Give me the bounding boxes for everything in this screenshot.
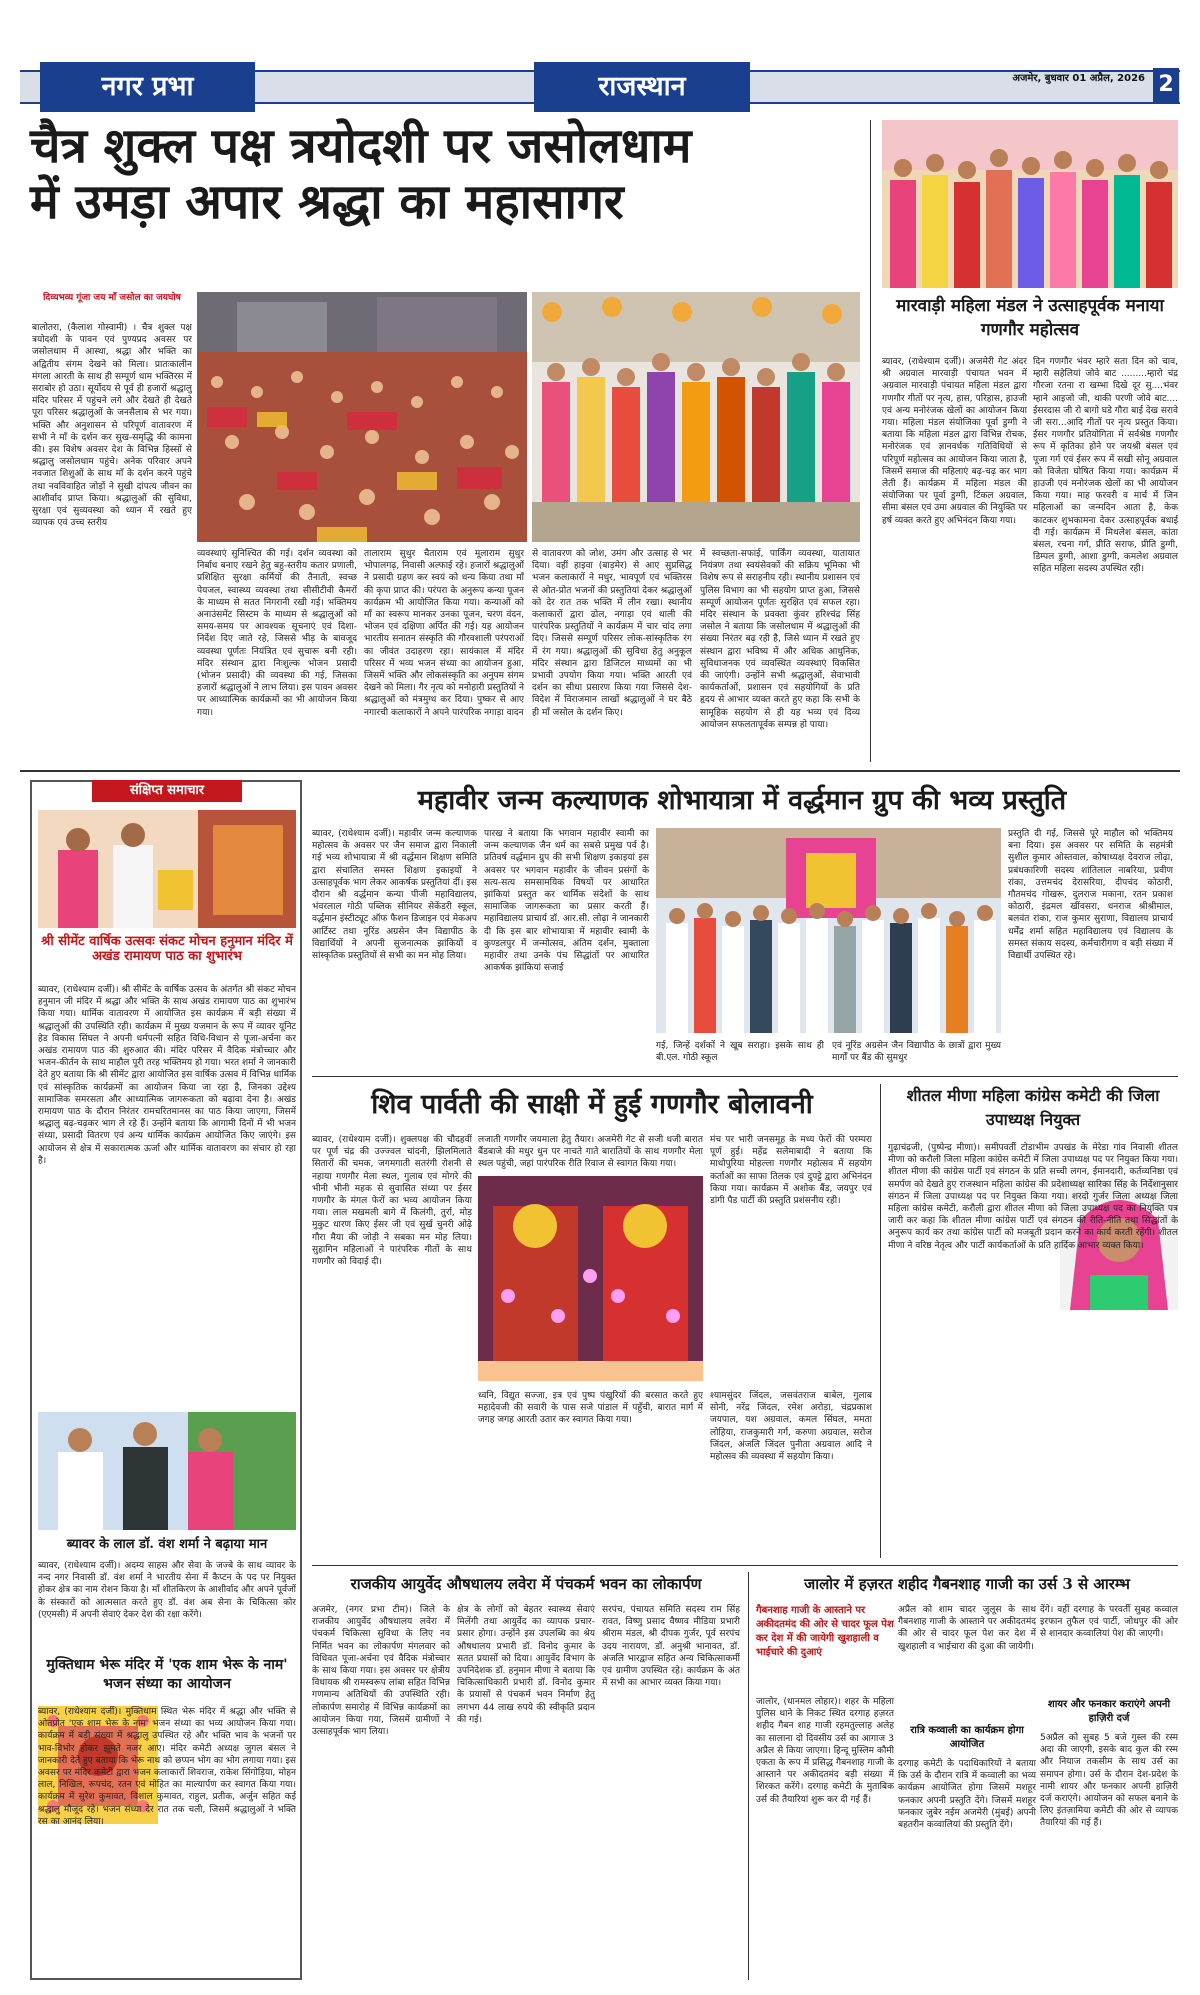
lead-col1: बालोतरा, (कैलाश गोस्वामी) । चैत्र शुक्ल पक्ष त्रयोदशी के पावन एवं पुण्यप्रद अवसर पर जसोलधाम में आस्था, श्रद्धा और भक्ति का अद्वितीय संगम देखने को मिला। प्रातःकालीन मंगला आरती के साथ ही सम्पूर्ण धाम भक्तिरस में सराबोर हो उठा। सूर्योदय से पूर्व ही हजारों श्रद्धालु मंदिर परिसर में पहुंचने लगे और देखते ही देखते पूरा परिसर श्रद्धालुओं के जनसैलाब से भर गया। भक्ति और अनुशासन से परिपूर्ण वातावरण में सभी ने माँ के दर्शन कर सुख-समृद्धि की कामना की। इस विशेष अवसर देश के विभिन्न हिस्सों से श्रद्धालु जसोलधाम पहुंचे। अनेक परिवार अपने नवजात शिशुओं के साथ माँ के दर्शन करने पहुंचे तथा नवविवाहित जोड़ों ने सुखी दांपत्य जीवन का आशीर्वाद प्राप्त किया। श्रद्धालुओं की सुविधा, सुरक्षा एवं सुव्यवस्था को ध्यान में रखते हुए व्यापक एवं उच्च स्तरीय <box>32 323 192 529</box>
shiv-col3: मंच पर भारी जनसमूह के मध्य फेरों की परम्परा पूर्ण हुई। महेंद्र सलेमाबादी ने बताया कि माधोपुरिया मोहल्ला गणगौर महोत्सव में सहयोग कर्ताओं का साफा तिलक एवं दुपट्टे द्वारा अभिनंदन किया गया। कार्यक्रम में अशोक बैंड, जयपुर एवं डांगी पैड पार्टी की प्रस्तुति प्रशंसनीय रही। <box>710 1135 872 1207</box>
shiv-col1: ब्यावर, (राधेश्याम दर्जी)। शुक्लपक्ष की चौदहवीं पर पूर्ण चंद्र की उज्ज्वल चांदनी, झिलमिलाते सितारों की चमक, जगमगाती सतरंगी रोशनी से नहाया गणगौर मेला स्थल, गुलाब एवं मोगरे की भीनी भीनी महक से सुवासित संध्या पर ईसर गणगौर के मंगल फेरों का भव्य आयोजन किया गया। लाल मखमली बागे में किलंगी, तुर्रा, मोड़ मुकुट धारण किए ईसर जी एवं सुर्ख चुनरी ओढ़े गौरा मैया की जोड़ी ने सबका मन मोह लिया। सुहागिन महिलाओं ने पारंपरिक गीतों के साथ गणगौर को विदाई दी। <box>312 1135 472 1268</box>
dateline: अजमेर, बुधवार 01 अप्रैल, 2026 <box>1012 73 1145 84</box>
shiv-col5: श्यामसुंदर जिंदल, जसवंतराज बाबेल, गुलाब सोनी, नरेंद्र जिंदल, रमेश अरोड़ा, चंद्रप्रकाश जयपाल, यश अग्रवाल, कमल सिंघल, ममता लोहिया, राजकुमारी गर्ग, करुणा अग्रवाल, सरोज जिंदल, अंजलि जिंदल पुनीता अग्रवाल आदि ने महोत्सव की व्यवस्था में सहयोग किया। <box>710 1391 872 1463</box>
mahavir-col1: ब्यावर, (राधेश्याम दर्जी)। महावीर जन्म कल्याणक महोत्सव के अवसर पर जैन समाज द्वारा निकाली गई भव्य शोभायात्रा में श्री वर्द्धमान शिक्षण समिति द्वारा संचालित समस्त शिक्षण इकाइयों ने उत्साहपूर्वक भाग लेकर आकर्षक प्रस्तुतियां दीं। इस दौरान श्री वर्द्धमान कन्या पीजी महाविद्यालय, भंवरलाल गोठी पब्लिक सीनियर सेकेंडरी स्कूल, वर्द्धमान इंस्टीट्यूट ऑफ फैशन डिजाइन एवं मेकअप आर्टिस्ट तथा नूरिंड अग्रसेन जैन विद्यापीठ के विद्यार्थियों ने अपनी सुजनात्मक झांकियों व सांस्कृतिक प्रस्तुतियों से सभी का मन मोह लिया। <box>312 829 477 962</box>
briefs-box <box>30 780 302 1980</box>
ayurved-headline: राजकीय आयुर्वेद औषधालय लवेरा में पंचकर्म भवन का लोकार्पण <box>350 1575 702 1593</box>
gangaur-headline: मारवाड़ी महिला मंडल ने उत्साहपूर्वक मनाया गणगौर महोत्सव <box>896 296 1164 340</box>
sheetal-body: गुढ़ाचंद्रजी, (पुष्पेन्द्र मीणा)। समीपवर्ती टोडाभीम उपखंड के मेरेडा गांव निवासी शीतल मीणा को करौली जिला महिला कांग्रेस कमेटी में जिला उपाध्यक्ष पद पर नियुक्त किया गया। शीतल मीणा की कांग्रेस पार्टी एवं संगठन के प्रति सच्ची लगन, ईमानदारी, कर्तव्यनिष्ठा एवं समर्पण को देखते हुए राजस्थान महिला कांग्रेस की प्रदेशाध्यक्ष सारिका सिंह के निर्देशानुसार संगठन में जिला उपाध्यक्ष पद पर नियुक्त किया गया। शरदो गुर्जर जिला अध्यक्ष जिला महिला कांग्रेस कमेटी, करौली द्वारा शीतल मीणा को जिला उपाध्यक्ष पद का नियुक्ति पत्र जारी कर कहा कि शीतल मीणा कांग्रेस पार्टी एवं संगठन की रीति-नीति तथा सिद्धांतों के अनुरूप कार्य कर तथा कांग्रेस पार्टी को मजबूती प्रदान करने का कार्य करती रहेंगी। शीतल मीणा ने वरिष्ठ नेतृत्व और पार्टी कार्यकर्ताओं के प्रति हार्दिक आभार व्यक्त किया। <box>888 1143 1178 1251</box>
sankat-photo <box>38 810 296 928</box>
urs-col3b: 5अप्रैल को सुबह 5 बजे गुस्ल की रस्म अदा की जाएगी, इसके बाद कुल की रस्म और नियाज तकसीम के साथ उर्स का समापन होगा। उर्स के दौरान देश-प्रदेश के नामी शायर और फनकार अपनी हाज़िरी दर्ज कराएंगे। आयोजन को सफल बनाने के लिए इंतज़ामिया कमेटी की ओर से व्यापक तैयारियां की गई हैं। <box>1040 1733 1178 1829</box>
mahavir-photo <box>656 828 1001 1033</box>
lead-col5: में स्वच्छता-सफाई, पार्किंग व्यवस्था, यातायात नियंत्रण तथा स्वयंसेवकों की सक्रिय भूमिका भी विशेष रूप से सराहनीय रही। स्थानीय प्रशासन एवं पुलिस विभाग का भी सहयोग प्राप्त हुआ, जिससे सम्पूर्ण आयोजन पूर्णतः सुरक्षित एवं सफल रहा। मंदिर संस्थान के प्रवक्ता कुंवर हरिश्चंद्र सिंह जसोल ने बताया कि जसोलधाम में श्रद्धालुओं की संख्या निरंतर बढ़ रही है, जिसे ध्यान में रखते हुए संस्थान द्वारा भविष्य में और अधिक आधुनिक, सुविधाजनक एवं व्यवस्थित व्यवस्थाएं विकसित की जाएंगी। उन्होंने सभी श्रद्धालुओं, सेवाभावी कार्यकर्ताओं, प्रशासन एवं सहयोगियों के प्रति हृदय से आभार व्यक्त करते हुए कहा कि सभी के सामूहिक सहयोग से ही यह भव्य एवं दिव्य आयोजन सफलतापूर्वक सम्पन्न हो पाया। <box>700 549 860 730</box>
urs-col3: देंगे। वहीं दरगाह के परवर्ती सुबह कव्वाल इरफान तुफैल एवं पार्टी, जोधपुर की ओर से शानदार कव्वालियां पेश की जाएगी। <box>1040 1605 1178 1640</box>
urs-sub-heading: रात्रि कव्वाली का कार्यक्रम होगा आयोजित <box>910 1725 1024 1750</box>
gangaur-photo <box>882 120 1178 288</box>
sankat-body: ब्यावर, (राधेश्याम दर्जी)। श्री सीमेंट के वार्षिक उत्सव के अंतर्गत श्री संकट मोचन हनुमान जी मंदिर में श्रद्धा और भक्ति के साथ अखंड रामायण पाठ का शुभारंभ किया गया। धार्मिक वातावरण में आयोजित इस कार्यक्रम में बड़ी संख्या में श्रद्धालुओं की उपस्थिति रही। कार्यक्रम में मुख्य यजमान के रूप में व्यावर यूनिट हेड विकास सिंघल ने अपनी धर्मपत्नी सहित विधि-विधान से पूजा-अर्चना कर अखंड रामायण पाठ की शुरुआत की। मंदिर परिसर में वैदिक मंत्रोच्चार और भजन-कीर्तन के साथ माहौल पूरी तरह भक्तिमय हो गया। भरत शर्मा ने जानकारी देते हुए बताया कि श्री सीमेंट द्वारा आयोजित इस वार्षिक उत्सव में विभिन्न धार्मिक एवं सांस्कृतिक कार्यक्रमों का आयोजन किया जा रहा है, जिनका उद्देश्य सामाजिक समरसता और आध्यात्मिक जागरूकता को बढ़ावा देना है। अखंड रामायण पाठ के दौरान निरंतर रामचरितमानस का पाठ किया जाएगा, जिसमें श्रद्धालु बढ़-चढ़कर भाग ले रहे हैं। उन्होंने बताया कि आगामी दिनों में भी भजन संध्या, प्रसादी वितरण एवं अन्य धार्मिक कार्यक्रम आयोजित किए जाएंगे। इस आयोजन से क्षेत्र में सकारात्मक ऊर्जा और धार्मिक वातावरण का संचार हो रहा है। <box>38 985 296 1166</box>
shiv-headline: शिव पार्वती की साक्षी में हुई गणगौर बोलावनी <box>371 1089 813 1120</box>
lead-col4: से वातावरण को जोश, उमंग और उत्साह से भर दिया। वहीं हाइवा (बाड़मेर) से आए सुप्रसिद्ध भजन कलाकारों ने मधुर, भावपूर्ण एवं भक्तिरस से ओत-प्रोत भजनों की प्रस्तुतियां देकर श्रद्धालुओं को देर रात तक भक्ति में लीन रखा। स्थानीय कलाकारों द्वारा ढोल, नगाड़ा एवं थाली की पारंपरिक प्रस्तुतियों ने कार्यक्रम में चार चांद लगा दिए। जिससे सम्पूर्ण परिसर लोक-सांस्कृतिक रंग में रंग गया। श्रद्धालुओं की सुविधा हेतु अनुकूल मंदिर संस्थान द्वारा डिजिटल माध्यमों का भी प्रभावी उपयोग किया गया। भक्ति आरती एवं दर्शन का सीधा प्रसारण किया गया जिससे देश-विदेश में विराजमान लाखों श्रद्धालुओं ने घर बैठे ही माँ जसोल के दर्शन किए। <box>532 549 692 718</box>
mahavir-divider <box>312 1076 1178 1077</box>
mahavir-caption-right: एवं नूरिंड अग्रसेन जैन विद्यापीठ के छात्रों द्वारा मुख्य मार्गों पर बैंड की सुमधुर <box>832 1041 1001 1064</box>
vansh-photo <box>38 1412 296 1530</box>
column-divider <box>870 120 871 762</box>
bhajan-headline: मुक्तिधाम भेरू मंदिर में 'एक शाम भेरू के नाम' भजन संध्या का आयोजन <box>46 1657 288 1692</box>
urs-col1: जालोर, (धानमल लोहार)। शहर के महिला पुलिस थाने के निकट स्थित दरगाह हज़रत शहीद गैबन शाह गाजी रहमतुल्लाह अलेह का सालाना दो दिवसीय उर्स का आगाज 3 अप्रैल से किया जाएगा। हिन्दू मुस्लिम कौमी एकता के रूप में प्रसिद्ध गैबनशाह गाजी के आस्ताने पर अकीदतमंद बड़ी संख्या में शिरकत करेंगे। दरगाह कमेटी के मुताबिक उर्स की तैयारियां शुरू कर दी गई हैं। <box>756 1697 894 1805</box>
isar-gangaur-photo-image <box>478 1176 703 1381</box>
briefs-tag: संक्षिप्त समाचार <box>92 780 242 802</box>
group-photo-image <box>532 292 860 542</box>
sankat-headline: श्री सीमेंट वार्षिक उत्सवः संकट मोचन हनुमान मंदिर में अखंड रामायण पाठ का शुभारंभ <box>41 934 293 964</box>
gangaur-col1: ब्यावर, (राधेश्याम दर्जी)। अजमेरी गेट अंदर श्री अग्रवाल मारवाड़ी पंचायत भवन में अग्रवाल मारवाड़ी पंचायत महिला मंडल द्वारा गणगौर गीतों पर नृत्य, हास, परिहास, हाउजी एवं अन्य मनोरंजक खेलों का आयोजन किया गया। महिला मंडल संयोजिका पूर्वा डुग्गी ने बताया कि महिला मंडल द्वारा विभिन्न रोचक, मनोरंजक एवं ज्ञानवर्धक गतिविधियों से परिपूर्ण महोत्सव का आयोजन किया जाता है, जिसमें समाज की महिलाएं बढ़-चढ़ कर भाग लेती हैं। कार्यक्रम में महिला मंडल की संयोजिका पर पूर्वा डुग्गी, टिंकल अग्रवाल, सीमा बंसल एवं उमा अग्रवाल की नियुक्ति पर हर्ष व्यक्त करते हुए अभिनंदन किया गया। <box>882 357 1027 526</box>
shiv-photo <box>478 1176 703 1381</box>
urs-col2b: दरगाह कमेटी के पदाधिकारियों ने बताया कि उर्स के दौरान रात्रि में कव्वाली का भव्य कार्यक्रम आयोजित होगा जिसमें मशहूर फनकार अपनी प्रस्तुति देंगे। जिसमें मशहूर फनकार जुबेर नईम अजमेरी (मुंबई) अपनी बहतरीन कव्वालियां की प्रस्तुति देंगे। <box>898 1759 1036 1831</box>
ayurved-col1: अजमेर, (नगर प्रभा टीम)। जिले के राजकीय आयुर्वेद औषधालय लवेरा में पंचकर्म चिकित्सा सुविधा के लिए नव निर्मित भवन का लोकार्पण मंगलवार को विधिवत पूजा-अर्चना एवं वैदिक मंत्रोच्चार के साथ किया गया। इस अवसर पर क्षेत्रीय विधायक श्री रामस्वरूप लांबा सहित विभिन्न गणमान्य अतिथियों की उपस्थिति रही। लोकार्पण समारोह में विभिन्न कार्यक्रमों का आयोजन किया गया, जिसमें ग्रामीणों ने उत्साहपूर्वक भाग लिया। <box>312 1605 450 1738</box>
bhajan-body: ब्यावर, (राधेश्याम दर्जी)। मुक्तिधाम स्थित भेरू मंदिर में श्रद्धा और भक्ति से ओतप्रोत 'एक शाम भेरू के नाम' भजन संध्या का भव्य आयोजन किया गया। कार्यक्रम में बड़ी संख्या में श्रद्धालु उपस्थित रहे और भक्ति भाव के भजनों पर भाव-विभोर होकर झूमते नजर आए। मंदिर कमेटी अध्यक्ष जुगल बंसल ने जानकारी देते हुए बताया कि भेरू नाथ को छप्पन भोग का भोग लगाया गया। इस अवसर पर मंदिर कमेटी द्वारा भजन कलाकारों शिवराज, राकेश सिंगोड़िया, मोहन लाल, निखिल, रूपचंद, रतन एवं मोहित का माल्यार्पण कर स्वागत किया गया। कार्यक्रम में सुरेश कुमावत, विशाल कुमावत, राहुल, प्रतीक, अर्जुन सहित कई श्रद्धालु मौजूद रहे। भजन संध्या देर रात तक चली, जिसमें श्रद्धालुओं ने भक्ति रस का आनंद लिया। <box>38 1707 296 1827</box>
section-center-label: राजस्थान <box>534 62 750 112</box>
section-divider <box>20 770 1180 772</box>
lead-kicker: दिव्यभव्य गूंजा जय माँ जसोल का जयघोष <box>43 293 181 303</box>
lead-col2: व्यवस्थाएं सुनिश्चित की गई। दर्शन व्यवस्था को निर्बाध बनाए रखने हेतु बहु-स्तरीय कतार प्रणाली, प्रशिक्षित सुरक्षा कर्मियों की तैनाती, स्वच्छ पेयजल, स्वास्थ्य व्यवस्था तथा सीसीटीवी कैमरों के माध्यम से सतत निगरानी रखी गई। भक्तिमय अनाउंसमेंट सिस्टम के माध्यम से श्रद्धालुओं को समय-समय पर आवश्यक सूचनाएं एवं दिशा-निर्देश दिए जाते रहे, जिससे भीड़ के बावजूद व्यवस्था पूर्णतः नियंत्रित एवं सुचारू बनी रही। मंदिर संस्थान द्वारा निःशुल्क भोजन प्रसादी (भोजन प्रसादी) की व्यवस्था की गई, जिसका हजारों श्रद्धालुओं ने लाभ लिया। इस पावन अवसर पर आध्यात्मिक कार्यक्रमों का भी आयोजन किया गया। <box>197 549 357 718</box>
lead-headline-line2: में उमड़ा अपार श्रद्धा का महासागर <box>30 174 624 230</box>
temple-puja-photo-image <box>38 810 296 928</box>
bottom-divider <box>312 1565 1178 1566</box>
lead-headline-line1: चैत्र शुक्ल पक्ष त्रयोदशी पर जसोलधाम <box>30 118 692 174</box>
urs-headline: जालोर में हज़रत शहीद गैबनशाह गाजी का उर्स 3 से आरम्भ <box>804 1575 1130 1593</box>
masthead <box>20 62 1180 112</box>
crowd-photo-image <box>197 292 527 542</box>
urs-sub-heading2: शायर और फनकार कराएंगे अपनी हाज़िरी दर्ज <box>1047 1699 1171 1724</box>
urs-col2: अप्रैल को शाम चादर जुलूस के साथ गैबनशाह गाजी के आस्ताने पर अकीदतमंद की ओर से चादर फूल पेश कर देश में खुशहाली व भाईचारा की दुआ की जायेगी। <box>898 1605 1036 1652</box>
gangaur-col2: दिन गणगौर भंवर म्हारे सता दिन को चाव, म्हारी सहेलियां जोवे बाट .........म्हारो चंद्र गौरजा रतना रा खम्भा दिखे दूर सु....भंवर म्हाने आइजो जी, थाकी परणी जोवे बाट.... ईसरदास जी रो बागो घडे गौरा बाई देख सरावे जी सरा...आदि गीतों पर नृत्य प्रस्तुत किया। ईसर गणगौर प्रतियोगिता में सर्वश्रेष्ठ गणगौर रूप में कृतिका होने पर जयश्री बंसल एवं पूजा गर्ग एवं ईसर रूप में सखी सोनू अग्रवाल को विजेता घोषित किया गया। कार्यक्रम में हाउजी एवं मनोरंजक खेलों का भी आयोजन किया गया। माह फरवरी व मार्च में जिन महिलाओं का जन्मदिन आता है, केक काटकर शुभकामना देकर उत्साहपूर्वक बधाई दी गई। कार्यक्रम में मिथलेश बंसल, कांता बंसल, रचना गर्ग, प्रीति सराफ, प्रीति डुग्गी, डिम्पल डुग्गी, आशा डुग्गी, कमलेश अग्रवाल सहित महिला सदस्य उपस्थित रही। <box>1033 357 1178 575</box>
lead-headline <box>30 118 880 278</box>
sheetal-headline: शीतल मीणा महिला कांग्रेस कमेटी की जिला उपाध्यक्ष नियुक्त <box>906 1086 1160 1129</box>
women-group-photo-image <box>882 120 1178 288</box>
lead-photo-group <box>532 292 860 542</box>
procession-photo-image <box>656 828 1001 1033</box>
urs-red-lead: गैबनशाह गाजी के आस्ताने पर अकीदतमंद की ओर से चादर फूल पेश कर देश में की जायेगी खुशहाली व भाईचारे की दुआएं <box>756 1605 894 1658</box>
mahavir-col2: पारख ने बताया कि भगवान महावीर स्वामी का जन्म कल्याणक जैन धर्म का सबसे प्रमुख पर्व है। प्रतिवर्ष वर्द्धमान ग्रुप की सभी शिक्षण इकाइयां इस अवसर पर भगवान महावीर के जीवन प्रसंगों के सत्य-सत्य समसामयिक विषयों पर आधारित झांकियां प्रस्तुत कर धार्मिक संदेशों के साथ सामाजिक जागरूकता का प्रसार करती हैं। महाविद्यालय प्राचार्य डॉ. आर.सी. लोढ़ा ने जानकारी दी कि इस बार शोभायात्रा में महावीर स्वामी के कुण्डलपुर में जन्मोत्सव, अंतिम दर्शन, मुक्ताला महावीर तथा उनके पंच सिद्धांतों पर आधारित आकर्षक झांकियां सजाई <box>484 829 649 974</box>
section-left-label: नगर प्रभा <box>40 62 255 112</box>
page-number: 2 <box>1153 68 1179 102</box>
mahavir-caption-left: गई, जिन्हें दर्शकों ने खूब सराहा। इसके साथ ही बी.एल. गोठी स्कूल <box>656 1041 824 1064</box>
mahavir-headline: महावीर जन्म कल्याणक शोभायात्रा में वर्द्धमान ग्रुप की भव्य प्रस्तुति <box>417 785 1067 816</box>
shiv-col2: लजाती गणगौर जयमाला हेतु तैयार। अजमेरी गेट से सजी धजी बारात बैंडबाजे की मधुर धुन पर नाचते गाते बारातियों के साथ गणगौर मेला स्थल पहुंची, जहां पारंपरिक रीति रिवाज से स्वागत किया गया। <box>478 1135 703 1170</box>
lead-col3: तालाराम सुथुर चैताराम एवं मूलाराम सुथुर भोपालगढ़, निवासी अल्फाई रहे। हजारों श्रद्धालुओं ने प्रसादी ग्रहण कर स्वयं को धन्य किया तथा माँ की कृपा प्राप्त की। परंपरा के अनुरूप कन्या पूजन कार्यक्रम भी आयोजित किया गया। कन्याओं को माँ का स्वरूप मानकर उनका पूजन, चरण वंदन, भोजन एवं दक्षिणा अर्पित की गई। यह आयोजन भारतीय सनातन संस्कृति की गौरवशाली परंपराओं का जीवंत उदाहरण रहा। सायंकाल में मंदिर परिसर में भव्य भजन संध्या का आयोजन हुआ, जिसमें भक्ति और लोकसंस्कृति का अनुपम संगम देखने को मिला। गैर नृत्य को मनोहारी प्रस्तुतियों ने श्रद्धालुओं को मंत्रमुग्ध कर दिया। पुष्कर से आए नगारची कलाकारों ने अपने पारंपरिक नगाड़ा वादन <box>364 549 524 718</box>
army-officer-photo-image <box>38 1412 296 1530</box>
vansh-body: ब्यावर, (राधेश्याम दर्जी)। अदम्य साहस और सेवा के जज्बे के साथ व्यावर के नन्द नगर निवासी डॉ. वंश शर्मा ने भारतीय सेना में कैप्टन के पद पर नियुक्त होकर क्षेत्र का नाम रोशन किया है। माँ शीतकिरण के आशीर्वाद और अपने पूर्वजों के संस्कारों को आत्मसात करते हुए डॉ. वंश अब सेना के चिकित्सा कोर (एएमसी) में अपनी सेवाएं देकर देश की रक्षा करेंगे। <box>38 1561 296 1620</box>
ayurved-col2: क्षेत्र के लोगों को बेहतर स्वास्थ्य सेवाएं मिलेंगी तथा आयुर्वेद का व्यापक प्रचार-प्रसार होगा। उन्होंने इस उपलब्धि का श्रेय औषधालय प्रभारी डॉ. विनोद कुमार के सतत प्रयासों को दिया। आयुर्वेद विभाग के उपनिदेशक डॉ. हनुमान मीणा ने बताया कि चिकित्साधिकारी प्रभारी डॉ. विनोद कुमार के प्रयासों से पंचकर्म भवन निर्माण हेतु लगभग 44 लाख रुपये की स्वीकृति प्रदान की गई। <box>457 1605 595 1725</box>
vansh-headline: ब्यावर के लाल डॉ. वंश शर्मा ने बढ़ाया मान <box>66 1537 268 1552</box>
ayurved-urs-divider <box>748 1572 749 1980</box>
lead-photo-crowd <box>197 292 527 542</box>
shiv-col4: ध्वनि, विद्युत सज्जा, इत्र एवं पुष्प पंखुरियों की बरसात करते हुए महादेवजी की सवारी के पास सजे पांडाल में पहुँची, बारात मार्ग में जगह जगह आरती उतार कर स्वागत किया गया। <box>478 1391 703 1426</box>
mahavir-col3: प्रस्तुति दी गई, जिससे पूरे माहौल को भक्तिमय बना दिया। इस अवसर पर समिति के सहमंत्री सुशील कुमार ओस्तवाल, कोषाध्यक्ष देवराज लोढ़ा, प्रबंधकारिणी सदस्य शांतिलाल नाबरिया, प्रवीण रांका, उत्तमचंद देरासरिया, दीपचंद कोठारी, गौतमचंद गोखरू, दुलराज मकाना, रतन प्रकाश कोठारी, इंद्रमल खींवसरा, धनराज श्रीश्रीमाल, बलवंत रांका, राज कुमार सुराणा, विद्यालय प्राचार्य धर्मेंद्र शर्मा सहित महाविद्यालय एवं विद्यालय के समस्त संकाय सदस्य, कर्मचारीगण व बड़ी संख्या में विद्यार्थी उपस्थित रहे। <box>1008 829 1173 962</box>
shiv-sheetal-divider <box>880 1084 881 1558</box>
ayurved-col3: सरपंच, पंचायत समिति सदस्य राम सिंह रावत, विष्णु प्रसाद वैष्णव मीडिया प्रभारी श्रीराम मंडल, श्री दीपक गुर्जर, पूर्व सरपंच उदय नारायण, डॉ. अनुश्री भानावत, डॉ. अंजलि भारद्वाज सहित अन्य चिकित्साकर्मी एवं ग्रामीण उपस्थित रहे। कार्यक्रम के अंत में सभी का आभार व्यक्त किया गया। <box>602 1605 740 1689</box>
